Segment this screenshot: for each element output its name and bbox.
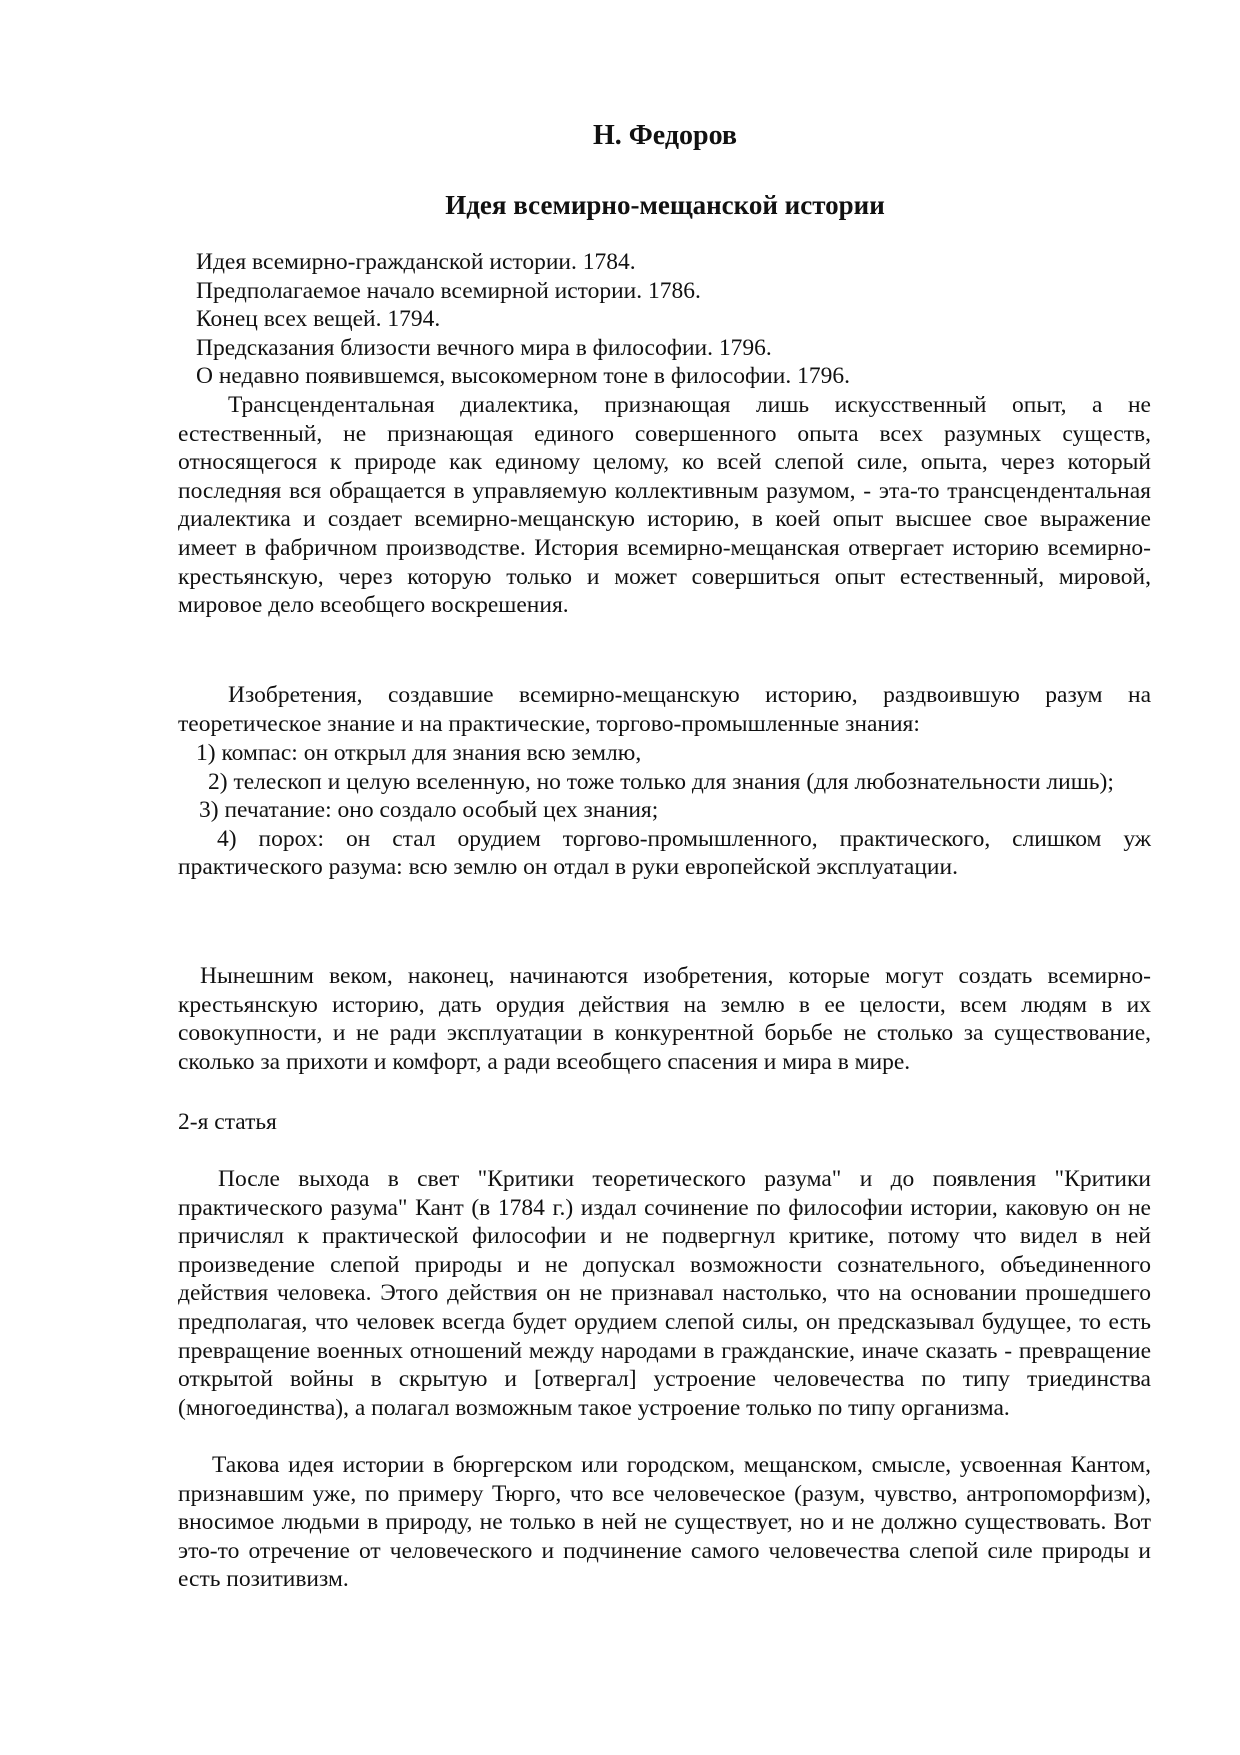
- invention-item-printing: 3) печатание: оно создало особый цех знания;: [199, 797, 659, 824]
- paragraph-current-age: Нынешним веком, наконец, начинаются изобретения, которые могут создать всемирно-крестьянскую историю, дать орудия действия на землю в ее целости, всем людям в их совокупности, и не ради эксплуатации в конкурентной борьбе не столько за существование, сколько за прихоти и комфорт, а ради всеобщего спасения и мира в мире.: [178, 963, 1151, 1075]
- author-name: Н. Федоров: [592, 120, 738, 151]
- paragraph-positivism: Такова идея истории в бюргерском или городском, мещанском, смысле, усвоенная Кантом, признавшим уже, по примеру Тюрго, что все человеческое (разум, чувство, антропоморфизм), вносимое людьми в природу, не только в ней не существует, но и не должно существовать. Вот это-то отречение от человеческого и подчинение самого человечества слепой силе природы и есть позитивизм.: [178, 1452, 1151, 1593]
- invention-item-compass: 1) компас: он открыл для знания всю землю,: [196, 740, 642, 766]
- current-age-paragraph-block: [178, 962, 1151, 1076]
- document-title: Идея всемирно-мещанской истории: [445, 190, 885, 220]
- section-label: 2-я статья: [178, 1109, 277, 1135]
- paragraph-inventions-intro: Изобретения, создавшие всемирно-мещанскую историю, раздвоившую разум на теоретическое знание и на практические, торгово-промышленные знания:: [178, 682, 1151, 737]
- positivism-paragraph-block: [178, 1451, 1151, 1594]
- invention-item-gunpowder: 4) порох: он стал орудием торгово-промышленного, практического, слишком уж практического разума: всю землю он отдал в руки европейской эксплуатации.: [178, 825, 1151, 881]
- kant-critique-paragraph-block: [178, 1165, 1151, 1422]
- paragraph-kant-critique: После выхода в свет "Критики теоретического разума" и до появления "Критики практического разума" Кант (в 1784 г.) издал сочинение по философии истории, каковую он не причислял к практической философии и не подвергнул критике, потому что видел в ней произведение слепой природы и не допускал возможности сознательного, объединенного действия человека. Этого действия он не признавал настолько, что на основании прошедшего предполагая, что человек всегда будет орудием слепой силы, он предсказывал будущее, то есть превращение военных отношений между народами в гражданские, иначе сказать - превращение открытой войны в скрытую и [отвергал] устроение человечества по типу триединства (многоединства), а полагал возможным такое устроение только по типу организма.: [178, 1166, 1151, 1421]
- kant-work-item: О недавно появившемся, высокомерном тоне в философии. 1796.: [196, 363, 850, 390]
- kant-works-list: [196, 248, 850, 391]
- kant-work-item: Конец всех вещей. 1794.: [196, 306, 441, 333]
- inventions-intro-block: [178, 681, 1151, 738]
- kant-work-item: Идея всемирно-гражданской истории. 1784.: [196, 249, 636, 275]
- kant-work-item: Предсказания близости вечного мира в философии. 1796.: [196, 334, 772, 361]
- invention-item-telescope: 2) телескоп и целую вселенную, но тоже только для знания (для любознательности лишь);: [208, 768, 1114, 795]
- kant-work-item: Предполагаемое начало всемирной истории. 1786.: [196, 277, 701, 304]
- dialectic-paragraph-block: [178, 391, 1151, 620]
- inventions-list: [178, 739, 1151, 882]
- paragraph-dialectic: Трансцендентальная диалектика, признающая лишь искусственный опыт, а не естественный, не признающая единого совершенного опыта всех разумных существ, относящегося к природе как единому целому, ко всей слепой силе, опыта, через который последняя вся обращается в управляемую коллективным разумом, - эта-то трансцендентальная диалектика и создает всемирно-мещанскую историю, в коей опыт высшее свое выражение имеет в фабричном производстве. История всемирно-мещанская отвергает историю всемирно-крестьянскую, через которую только и может совершиться опыт естественный, мировой, мировое дело всеобщего воскрешения.: [178, 392, 1151, 619]
